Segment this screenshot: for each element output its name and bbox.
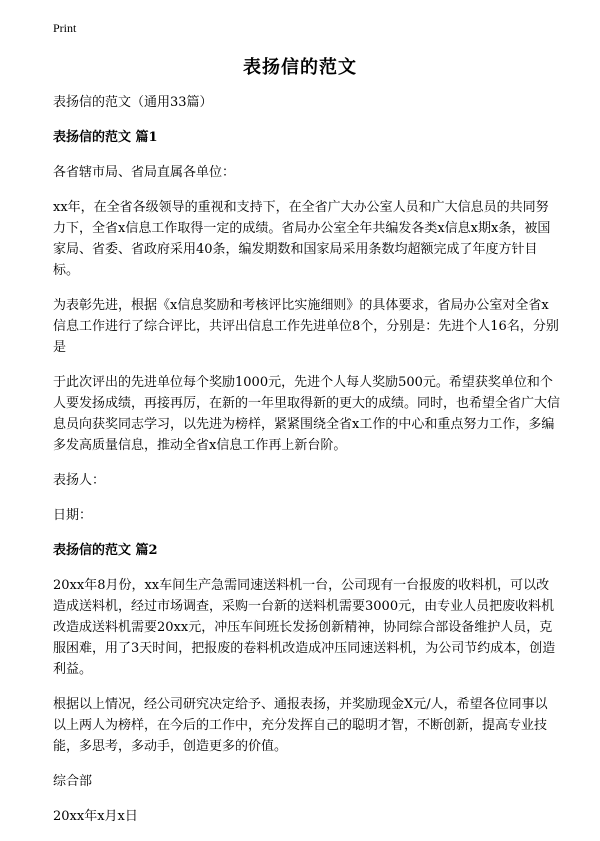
- signature-line: 综合部: [53, 774, 93, 789]
- paragraph: 各省辖市局、省局直属各单位：: [53, 165, 236, 180]
- print-link[interactable]: Print: [53, 21, 77, 35]
- paragraph: xx年，在全省各级领导的重视和支持下，在全省广大办公室人员和广大信息员的共同努力下，全省x信息工作取得一定的成绩。省局办公室全年共编发各类x信息x期x条，被国家局、省委、省政府采用40条，编发期数和国家局采用条数均超额完成了年度方针目标。: [53, 200, 551, 278]
- document-subtitle: 表扬信的范文（通用33篇）: [53, 95, 213, 110]
- signature-line: 表扬人：: [53, 473, 106, 488]
- section-heading-2: 表扬信的范文 篇2: [53, 543, 158, 558]
- page-title: 表扬信的范文: [243, 57, 357, 78]
- paragraph: 为表彰先进，根据《x信息奖励和考核评比实施细则》的具体要求，省局办公室对全省x信息工作进行了综合评比，共评出信息工作先进单位8个，分别是：先进个人16名，分别是: [53, 298, 559, 355]
- paragraph: 20xx年8月份，xx车间生产急需同速送料机一台，公司现有一台报废的收料机，可以改造成送料机，经过市场调查，采购一台新的送料机需要3000元，由专业人员把废收料机改造成送料机需要20xx元，冲压车间班长发扬创新精神，协同综合部设备维护人员，克服困难，用了3天时间，把报废的卷料机改造成冲压同速送料机，为公司节约成本，创造利益。: [53, 578, 556, 677]
- section-heading-1: 表扬信的范文 篇1: [53, 130, 158, 145]
- document-body: [53, 92, 560, 841]
- date-line: 20xx年x月x日: [53, 809, 138, 824]
- date-line: 日期：: [53, 508, 93, 523]
- paragraph: 根据以上情况，经公司研究决定给予、通报表扬，并奖励现金X元/人，希望各位同事以以上两人为榜样，在今后的工作中，充分发挥自己的聪明才智，不断创新，提高专业技能，多思考，多动手，创造更多的价值。: [53, 697, 548, 754]
- paragraph: 于此次评出的先进单位每个奖励1000元，先进个人每人奖励500元。希望获奖单位和个人要发扬成绩，再接再厉，在新的一年里取得新的更大的成绩。同时，也希望全省广大信息员向获奖同志学习，以先进为榜样，紧紧围绕全省x工作的中心和重点努力工作，多编多发高质量信息，推动全省x信息工作再上新台阶。: [53, 375, 561, 453]
